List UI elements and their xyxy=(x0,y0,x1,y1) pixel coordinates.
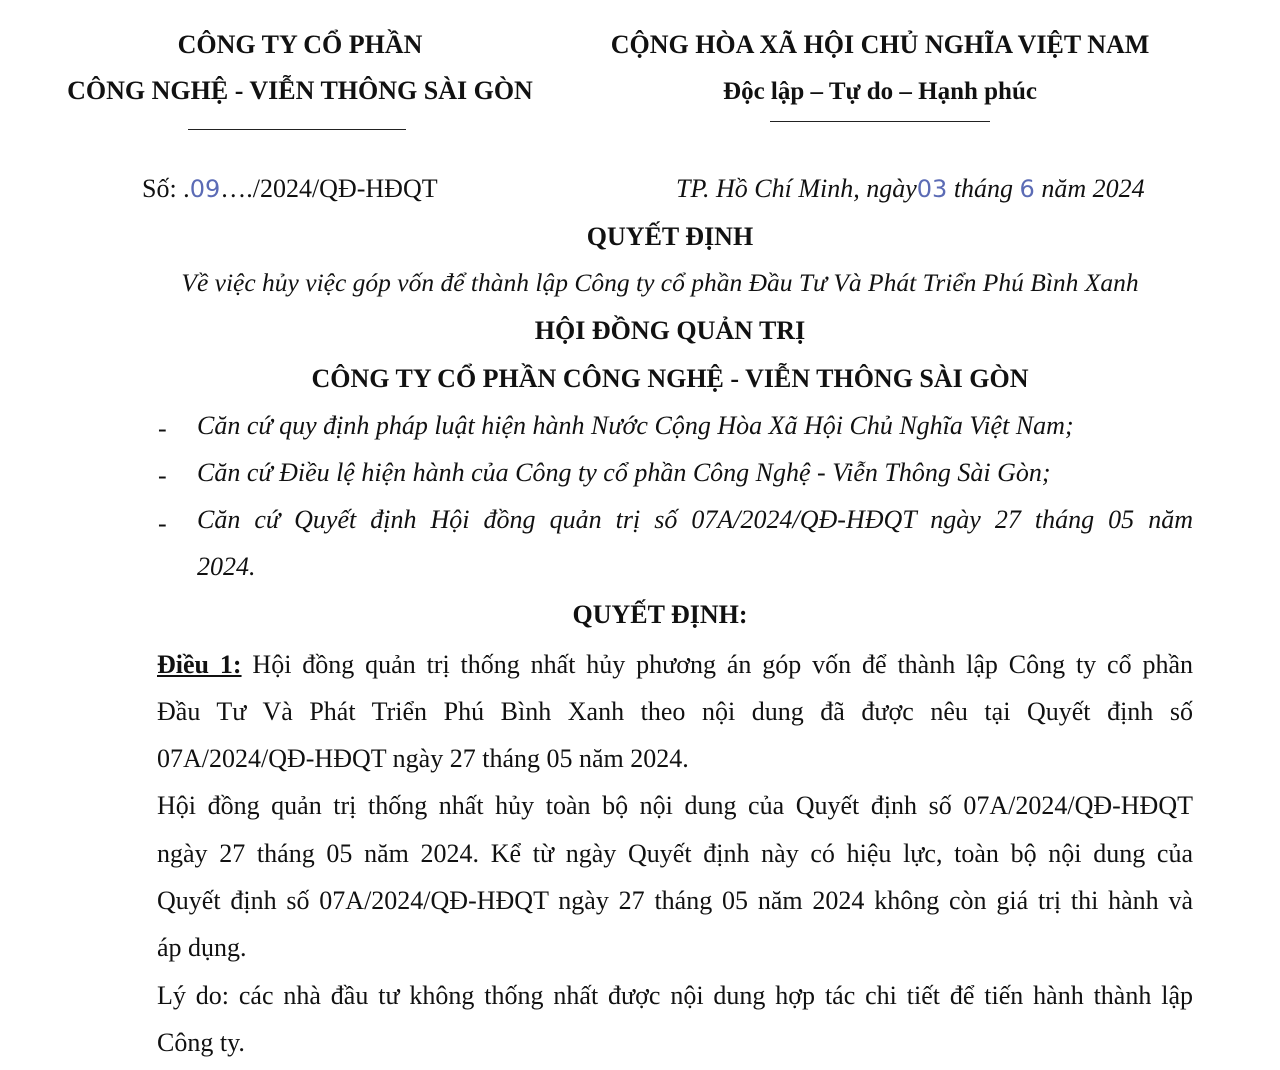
basis-bullet: - xyxy=(158,414,167,443)
decision-number-handwritten: 09 xyxy=(189,175,221,203)
board-title: HỘI ĐỒNG QUẢN TRỊ xyxy=(534,316,806,345)
company-underline xyxy=(188,129,406,130)
company-name-line2: CÔNG NGHỆ - VIỄN THÔNG SÀI GÒN xyxy=(67,76,533,105)
national-motto: Độc lập – Tự do – Hạnh phúc xyxy=(723,78,1037,105)
decision-heading: QUYẾT ĐỊNH: xyxy=(572,600,748,629)
decision-number-prefix: Số: . xyxy=(142,174,190,203)
decision-subject: Về việc hủy việc góp vốn để thành lập Công ty cổ phần Đầu Tư Và Phát Triển Phú Bình Xanh xyxy=(181,268,1139,297)
year-text: năm 2024 xyxy=(1034,174,1145,203)
decision-number-suffix: …./2024/QĐ-HĐQT xyxy=(220,174,438,203)
article1-para2-line3: Quyết định số 07A/2024/QĐ-HĐQT ngày 27 tháng 05 năm 2024 không còn giá trị thi hành và xyxy=(157,886,1193,915)
place-date xyxy=(676,174,1145,204)
basis-previous-decision-cont: 2024. xyxy=(197,552,256,581)
basis-charter: Căn cứ Điều lệ hiện hành của Công ty cổ phần Công Nghệ - Viễn Thông Sài Gòn; xyxy=(197,458,1051,487)
article1-label: Điều 1: xyxy=(157,650,242,679)
article1-text: Hội đồng quản trị thống nhất hủy phương án góp vốn để thành lập Công ty cổ phần xyxy=(241,650,1193,679)
day-handwritten: 03 xyxy=(916,175,948,203)
article1-para2-line1: Hội đồng quản trị thống nhất hủy toàn bộ nội dung của Quyết định số 07A/2024/QĐ-HĐQT xyxy=(157,791,1193,820)
article1-para2-line4: áp dụng. xyxy=(157,933,247,962)
decision-number xyxy=(142,174,438,204)
month-handwritten: 6 xyxy=(1019,175,1035,203)
article1-line2: Đầu Tư Và Phát Triển Phú Bình Xanh theo nội dung đã được nêu tại Quyết định số xyxy=(157,697,1193,726)
decision-title: QUYẾT ĐỊNH xyxy=(586,222,754,251)
basis-law: Căn cứ quy định pháp luật hiện hành Nước Cộng Hòa Xã Hội Chủ Nghĩa Việt Nam; xyxy=(197,411,1074,440)
company-title: CÔNG TY CỔ PHẦN CÔNG NGHỆ - VIỄN THÔNG SÀI GÒN xyxy=(311,364,1029,393)
article1-line1 xyxy=(157,641,1193,689)
basis-bullet: - xyxy=(158,509,167,538)
basis-previous-decision: Căn cứ Quyết định Hội đồng quản trị số 07A/2024/QĐ-HĐQT ngày 27 tháng 05 năm xyxy=(197,505,1193,534)
article1-para2-line2: ngày 27 tháng 05 năm 2024. Kể từ ngày Quyết định này có hiệu lực, toàn bộ nội dung của xyxy=(157,839,1193,868)
article1-reason-line2: Công ty. xyxy=(157,1028,245,1057)
place-date-prefix: TP. Hồ Chí Minh, ngày xyxy=(676,174,917,203)
company-name-line1: CÔNG TY CỔ PHẦN xyxy=(177,30,423,59)
basis-bullet: - xyxy=(158,461,167,490)
article1-reason-line1: Lý do: các nhà đầu tư không thống nhất được nội dung hợp tác chi tiết để tiến hành thành lập xyxy=(157,981,1193,1010)
article1-line3: 07A/2024/QĐ-HĐQT ngày 27 tháng 05 năm 2024. xyxy=(157,744,689,773)
national-title: CỘNG HÒA XÃ HỘI CHỦ NGHĨA VIỆT NAM xyxy=(610,30,1150,59)
motto-underline xyxy=(770,121,990,122)
month-word: tháng xyxy=(947,174,1020,203)
